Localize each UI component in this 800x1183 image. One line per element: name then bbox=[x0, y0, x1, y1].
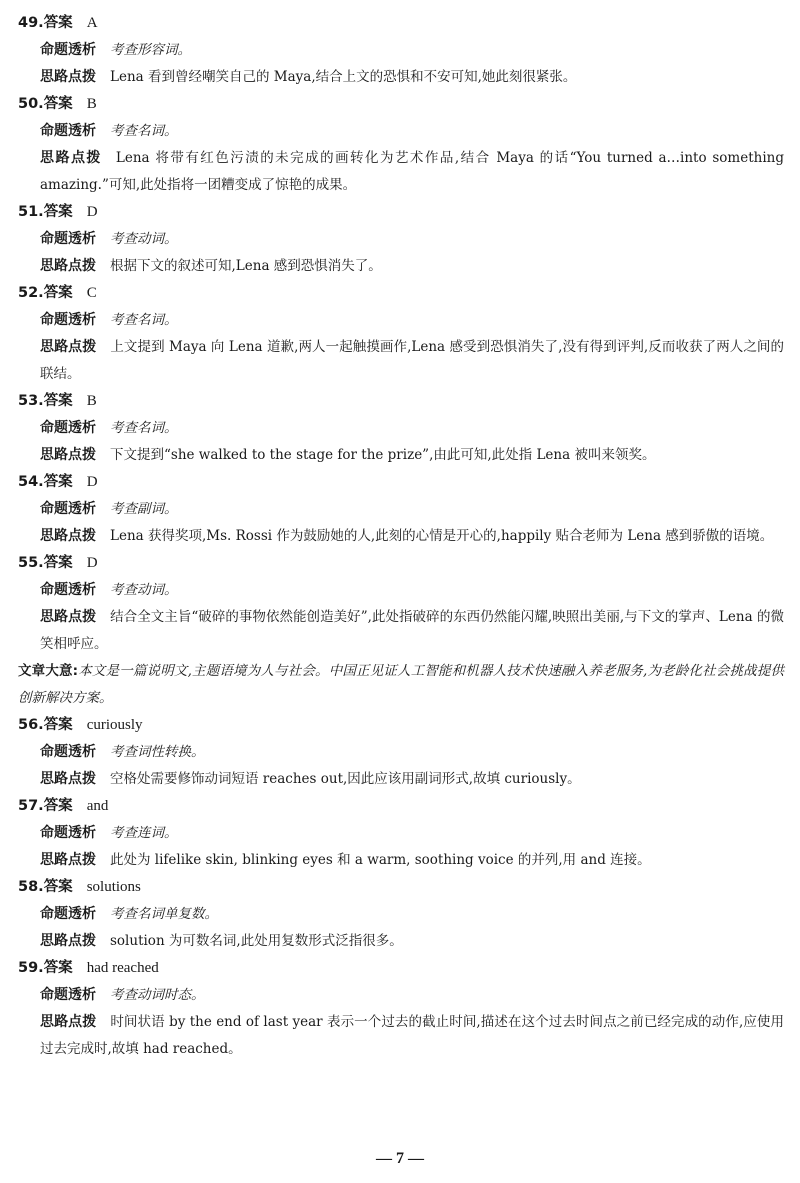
analysis-text: 考查动词。 bbox=[110, 231, 178, 247]
analysis-label: 命题透析 bbox=[40, 744, 96, 760]
answer-item-56 bbox=[18, 712, 784, 793]
hint-text: Lena 将带有红色污渍的未完成的画转化为艺术作品,结合 Maya 的话“You turned a…into something amazing.”可知,此处指将一团糟变成了惊艳的成果。 bbox=[40, 150, 784, 193]
analysis-label: 命题透析 bbox=[40, 231, 96, 247]
analysis-label: 命题透析 bbox=[40, 906, 96, 922]
analysis-label: 命题透析 bbox=[40, 123, 96, 139]
question-number: 57. bbox=[18, 798, 44, 814]
hint-text: 上文提到 Maya 向 Lena 道歉,两人一起触摸画作,Lena 感受到恐惧消失了,没有得到评判,反而收获了两人之间的联结。 bbox=[40, 339, 785, 382]
answer-item-59 bbox=[18, 955, 784, 1063]
answer-label: 答案 bbox=[43, 204, 73, 220]
answer-value: solutions bbox=[86, 879, 141, 895]
analysis-text: 考查名词单复数。 bbox=[110, 906, 218, 922]
answer-value: D bbox=[86, 555, 98, 571]
answer-label: 答案 bbox=[43, 285, 73, 301]
hint-label: 思路点拨 bbox=[40, 1014, 97, 1030]
analysis-label: 命题透析 bbox=[40, 825, 96, 841]
question-number: 52. bbox=[18, 285, 44, 301]
analysis-label: 命题透析 bbox=[40, 501, 96, 517]
hint-label: 思路点拨 bbox=[40, 447, 96, 463]
question-number: 59. bbox=[18, 960, 44, 976]
hint-text: 空格处需要修饰动词短语 reaches out,因此应该用副词形式,故填 curiously。 bbox=[110, 771, 581, 787]
analysis-text: 考查形容词。 bbox=[110, 42, 191, 58]
question-number: 58. bbox=[18, 879, 44, 895]
hint-label: 思路点拨 bbox=[40, 771, 96, 787]
answer-item-57 bbox=[18, 793, 784, 874]
summary-text: 本文是一篇说明文,主题语境为人与社会。中国正见证人工智能和机器人技术快速融入养老服务,为老龄化社会挑战提供创新解决方案。 bbox=[18, 663, 784, 706]
question-number: 51. bbox=[18, 204, 44, 220]
answer-value: had reached bbox=[86, 960, 159, 976]
question-number: 56. bbox=[18, 717, 44, 733]
analysis-text: 考查动词时态。 bbox=[110, 987, 205, 1003]
analysis-label: 命题透析 bbox=[40, 987, 96, 1003]
hint-text: 此处为 lifelike skin, blinking eyes 和 a warm, soothing voice 的并列,用 and 连接。 bbox=[110, 852, 651, 868]
answer-label: 答案 bbox=[43, 717, 73, 733]
hint-text: 下文提到“she walked to the stage for the prize”,由此可知,此处指 Lena 被叫来领奖。 bbox=[110, 447, 656, 463]
hint-text: 根据下文的叙述可知,Lena 感到恐惧消失了。 bbox=[110, 258, 382, 274]
answer-label: 答案 bbox=[43, 879, 73, 895]
passage-summary bbox=[18, 658, 784, 712]
hint-label: 思路点拨 bbox=[40, 150, 102, 166]
analysis-label: 命题透析 bbox=[40, 312, 96, 328]
answer-value: A bbox=[86, 15, 98, 31]
hint-text: Lena 看到曾经嘲笑自己的 Maya,结合上文的恐惧和不安可知,她此刻很紧张。 bbox=[110, 69, 577, 85]
hint-text: Lena 获得奖项,Ms. Rossi 作为鼓励她的人,此刻的心情是开心的,happily 贴合老师为 Lena 感到骄傲的语境。 bbox=[110, 528, 774, 544]
hint-label: 思路点拨 bbox=[40, 933, 96, 949]
hint-label: 思路点拨 bbox=[40, 852, 96, 868]
question-number: 50. bbox=[18, 96, 44, 112]
answer-item-50 bbox=[18, 91, 784, 199]
analysis-text: 考查词性转换。 bbox=[110, 744, 205, 760]
question-number: 54. bbox=[18, 474, 44, 490]
analysis-label: 命题透析 bbox=[40, 420, 96, 436]
answer-item-51 bbox=[18, 199, 784, 280]
analysis-text: 考查动词。 bbox=[110, 582, 178, 598]
answer-item-49 bbox=[18, 10, 784, 91]
analysis-text: 考查副词。 bbox=[110, 501, 178, 517]
answer-label: 答案 bbox=[43, 393, 73, 409]
hint-text: solution 为可数名词,此处用复数形式泛指很多。 bbox=[110, 933, 403, 949]
analysis-text: 考查名词。 bbox=[110, 420, 178, 436]
answer-value: B bbox=[86, 96, 97, 112]
answer-item-58 bbox=[18, 874, 784, 955]
question-number: 55. bbox=[18, 555, 44, 571]
answer-value: C bbox=[86, 285, 97, 301]
answer-value: B bbox=[86, 393, 97, 409]
question-number: 49. bbox=[18, 15, 44, 31]
analysis-text: 考查连词。 bbox=[110, 825, 178, 841]
answer-label: 答案 bbox=[43, 96, 73, 112]
question-number: 53. bbox=[18, 393, 44, 409]
analysis-label: 命题透析 bbox=[40, 582, 96, 598]
hint-label: 思路点拨 bbox=[40, 609, 97, 625]
hint-label: 思路点拨 bbox=[40, 258, 96, 274]
hint-label: 思路点拨 bbox=[40, 528, 96, 544]
answer-label: 答案 bbox=[43, 15, 73, 31]
answer-value: D bbox=[86, 474, 98, 490]
answer-label: 答案 bbox=[43, 960, 73, 976]
answer-value: and bbox=[86, 798, 109, 814]
summary-label: 文章大意: bbox=[18, 663, 79, 679]
analysis-text: 考查名词。 bbox=[110, 312, 178, 328]
answer-value: curiously bbox=[86, 717, 143, 733]
analysis-text: 考查名词。 bbox=[110, 123, 178, 139]
answer-label: 答案 bbox=[43, 555, 73, 571]
answer-item-54 bbox=[18, 469, 784, 550]
hint-label: 思路点拨 bbox=[40, 339, 97, 355]
hint-label: 思路点拨 bbox=[40, 69, 96, 85]
hint-text: 结合全文主旨“破碎的事物依然能创造美好”,此处指破碎的东西仍然能闪耀,映照出美丽,与下文的掌声、Lena 的微笑相呼应。 bbox=[40, 609, 784, 652]
answer-item-52 bbox=[18, 280, 784, 388]
hint-text: 时间状语 by the end of last year 表示一个过去的截止时间,描述在这个过去时间点之前已经完成的动作,应使用过去完成时,故填 had reached。 bbox=[40, 1014, 784, 1057]
answer-label: 答案 bbox=[43, 798, 73, 814]
analysis-label: 命题透析 bbox=[40, 42, 96, 58]
page-number: — 7 — bbox=[376, 1150, 424, 1167]
answer-item-55 bbox=[18, 550, 784, 658]
answer-value: D bbox=[86, 204, 98, 220]
answer-item-53 bbox=[18, 388, 784, 469]
answer-label: 答案 bbox=[43, 474, 73, 490]
